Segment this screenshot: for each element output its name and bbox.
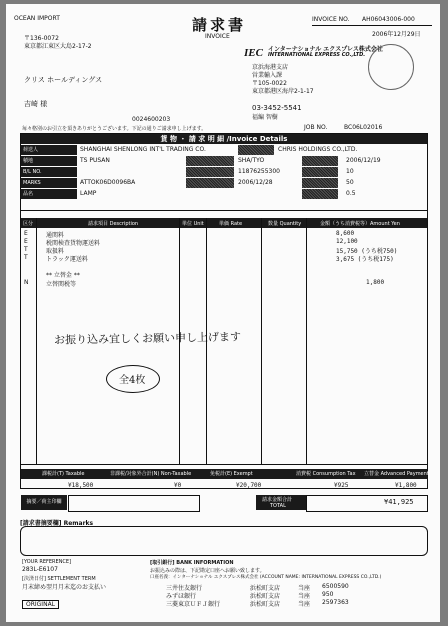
row-amount: 1,800 [366,279,385,286]
sender-dept: 営業輸入課 [252,72,283,79]
col-divider [36,218,37,464]
invoice-date: 2006年12月29日 [372,31,421,38]
job-no-label: JOB NO. [304,124,328,131]
marks-value: ATTOK06D0096BA [80,179,136,186]
grand-total-label: 請求金額合計 [262,497,293,503]
recipient-person: 吉崎 様 [24,100,48,108]
bank-branch: 浜松町支店 [250,585,281,592]
bl-label: B/L NO. [21,167,77,177]
row-amount: 12,100 [336,238,358,245]
bank-account-no: 6500590 [322,583,349,590]
redacted-label [302,178,338,188]
origin-value: TS PUSAN [80,157,110,164]
consignee-value: CHRIS HOLDINGS CO.,LTD. [278,146,358,153]
bank-type: 当座 [298,585,311,592]
header-rule [312,25,432,26]
invoice-no-label: INVOICE NO. [312,16,350,23]
weight-value: 50 [346,179,354,186]
row-code: N [24,279,29,286]
stamp-label: 摘要／荷主印欄 [21,495,67,510]
date-value: 2006/12/28 [238,179,273,186]
row-desc: トラック運送料 [46,256,88,263]
col-code: 区分 [23,221,34,227]
total-label-exempt: 免税計(E) Exempt [210,471,253,477]
total-taxable: ¥18,500 [68,482,94,489]
bank-branch: 浜松町支店 [250,593,281,600]
goods-value: LAMP [80,190,97,197]
bank-name: みずほ銀行 [166,593,197,600]
redacted-label [302,189,338,199]
reference-number: 0024600203 [132,116,171,123]
stamp-box [68,495,200,512]
original-stamp: ORIGINAL [22,600,59,609]
redacted-label [302,167,338,177]
row-amount: 15,750 (うち税750) [336,248,398,255]
row-desc: 税関検査貨物運送料 [46,240,101,247]
packages-value: 10 [346,168,354,175]
redacted-label [238,145,274,155]
recipient-address: 東京都江東区大島2-17-2 [24,43,92,50]
redacted-label [302,156,338,166]
sender-company-jp: インターナショナル エクスプレス株式会社 [268,46,383,53]
origin-label: 積地 [21,156,77,166]
handwritten-note: お振り込み宜しくお願い申し上げます [53,330,242,347]
details-header: 貨 物 ・ 請 求 明 細 /Invoice Details [21,134,427,144]
total-nontax: ¥0 [174,482,182,489]
bank-note: お振込みの際は、下記勘定口座へお願い致します。 [150,568,265,574]
col-divider [306,218,307,464]
bank-name: 三井住友銀行 [166,585,203,592]
shipper-value: SHANGHAI SHENLONG INT'L TRADING CO. [80,146,206,153]
remarks-label: [請求書摘要欄] Remarks [20,520,94,527]
col-qty: 数量 Quantity [268,221,302,227]
goods-label: 品名 [21,189,77,199]
remarks-box [20,526,428,556]
invoice-page [6,4,440,622]
redacted-label [186,156,234,166]
grand-total-value: ¥41,925 [384,498,414,506]
redacted-label [186,178,234,188]
bl-no: 11876255300 [238,168,280,175]
handwritten-page-count: 全4枚 [119,375,146,386]
bank-account-no: 2597363 [322,599,349,606]
bank-name: 三菱東京ＵＦＪ銀行 [166,601,221,608]
total-label-taxable: 課税計(T) Taxable [42,471,85,477]
col-unit: 単位 Unit [182,221,204,227]
port-value: SHA/TYO [238,157,265,164]
total-label-advance: 立替金 Advanced Payment [364,471,429,477]
recipient-company: クリス ホールディングス [24,76,103,84]
settlement-label: [決済日付] SETTLEMENT TERM [22,576,96,582]
bank-branch: 浜松町支店 [250,601,281,608]
row-code: T [24,254,28,261]
svg-text:IEC: IEC [244,47,263,59]
sender-phone: 03-3452-5541 [252,104,302,112]
job-no: BC06L02016 [344,124,383,131]
sender-address: 東京都港区海岸2-1-17 [252,88,314,95]
row-code: E [24,230,28,237]
invoice-no: AH06043006-000 [362,16,415,23]
your-reference: 283L-E6107 [22,566,58,573]
row-desc: ** 立替金 ** [46,272,80,279]
total-exempt: ¥20,700 [236,482,262,489]
table-rule [21,210,427,211]
measure-value: 0.5 [346,190,356,197]
arrival-value: 2006/12/19 [346,157,381,164]
grand-total-label-en: TOTAL [270,503,286,509]
row-amount: 3,675 (うち税175) [336,256,394,263]
totals-rule [21,464,427,465]
bank-type: 当座 [298,593,311,600]
redacted-label [186,167,234,177]
total-advance: ¥1,800 [395,482,417,489]
your-reference-label: [YOUR REFERENCE] [22,559,72,565]
page-subtitle: INVOICE [205,33,230,40]
company-logo-icon [244,44,266,58]
department-label: OCEAN IMPORT [14,15,60,22]
bank-account-no: 950 [322,591,334,598]
row-desc: 立替関税等 [46,281,77,288]
recipient-postal: 〒136-0072 [24,35,59,42]
marks-label: MARKS [21,178,77,188]
page-title: 請求書 [192,16,247,34]
settlement-term: 月末締め翌月月末迄のお支払い [22,584,107,591]
total-label-tax: 消費税 Consumption Tax [296,471,356,477]
col-rate: 単価 Rate [219,221,243,227]
sender-company-en: INTERNATIONAL EXPRESS CO.,LTD. [268,52,366,58]
total-label-nontax: 非課税/対象外合計(N) Non-Taxable [110,471,192,477]
shipper-label: 荷送人 [21,145,77,155]
sender-postal: 〒105-0022 [252,80,287,87]
row-code: T [24,246,28,253]
row-desc: 通関料 [46,232,65,239]
row-code: E [24,238,28,245]
row-desc: 取扱料 [46,248,65,255]
company-seal [368,44,414,90]
row-amount: 8,600 [336,230,355,237]
total-tax: ¥925 [334,482,349,489]
sender-branch: 京浜海港支店 [252,64,289,71]
bank-account-name: 口座名義：インターナショナル エクスプレス株式会社 (ACCOUNT NAME: INTERNATIONAL EXPRESS CO.,LTD.) [150,575,382,580]
bank-label: [取引銀行] BANK INFORMATION [150,560,234,566]
greeting-message: 毎々格別のお引立を頂きありがとうございます。下記の通りご請求申し上げます。 [22,126,207,132]
sender-staff: 福編 智樹 [252,114,278,121]
col-desc: 請求項目 Description [88,221,139,227]
bank-type: 当座 [298,601,311,608]
col-amount: 金額（うち消費税等）Amount Yen [320,221,400,227]
col-divider [261,218,262,464]
